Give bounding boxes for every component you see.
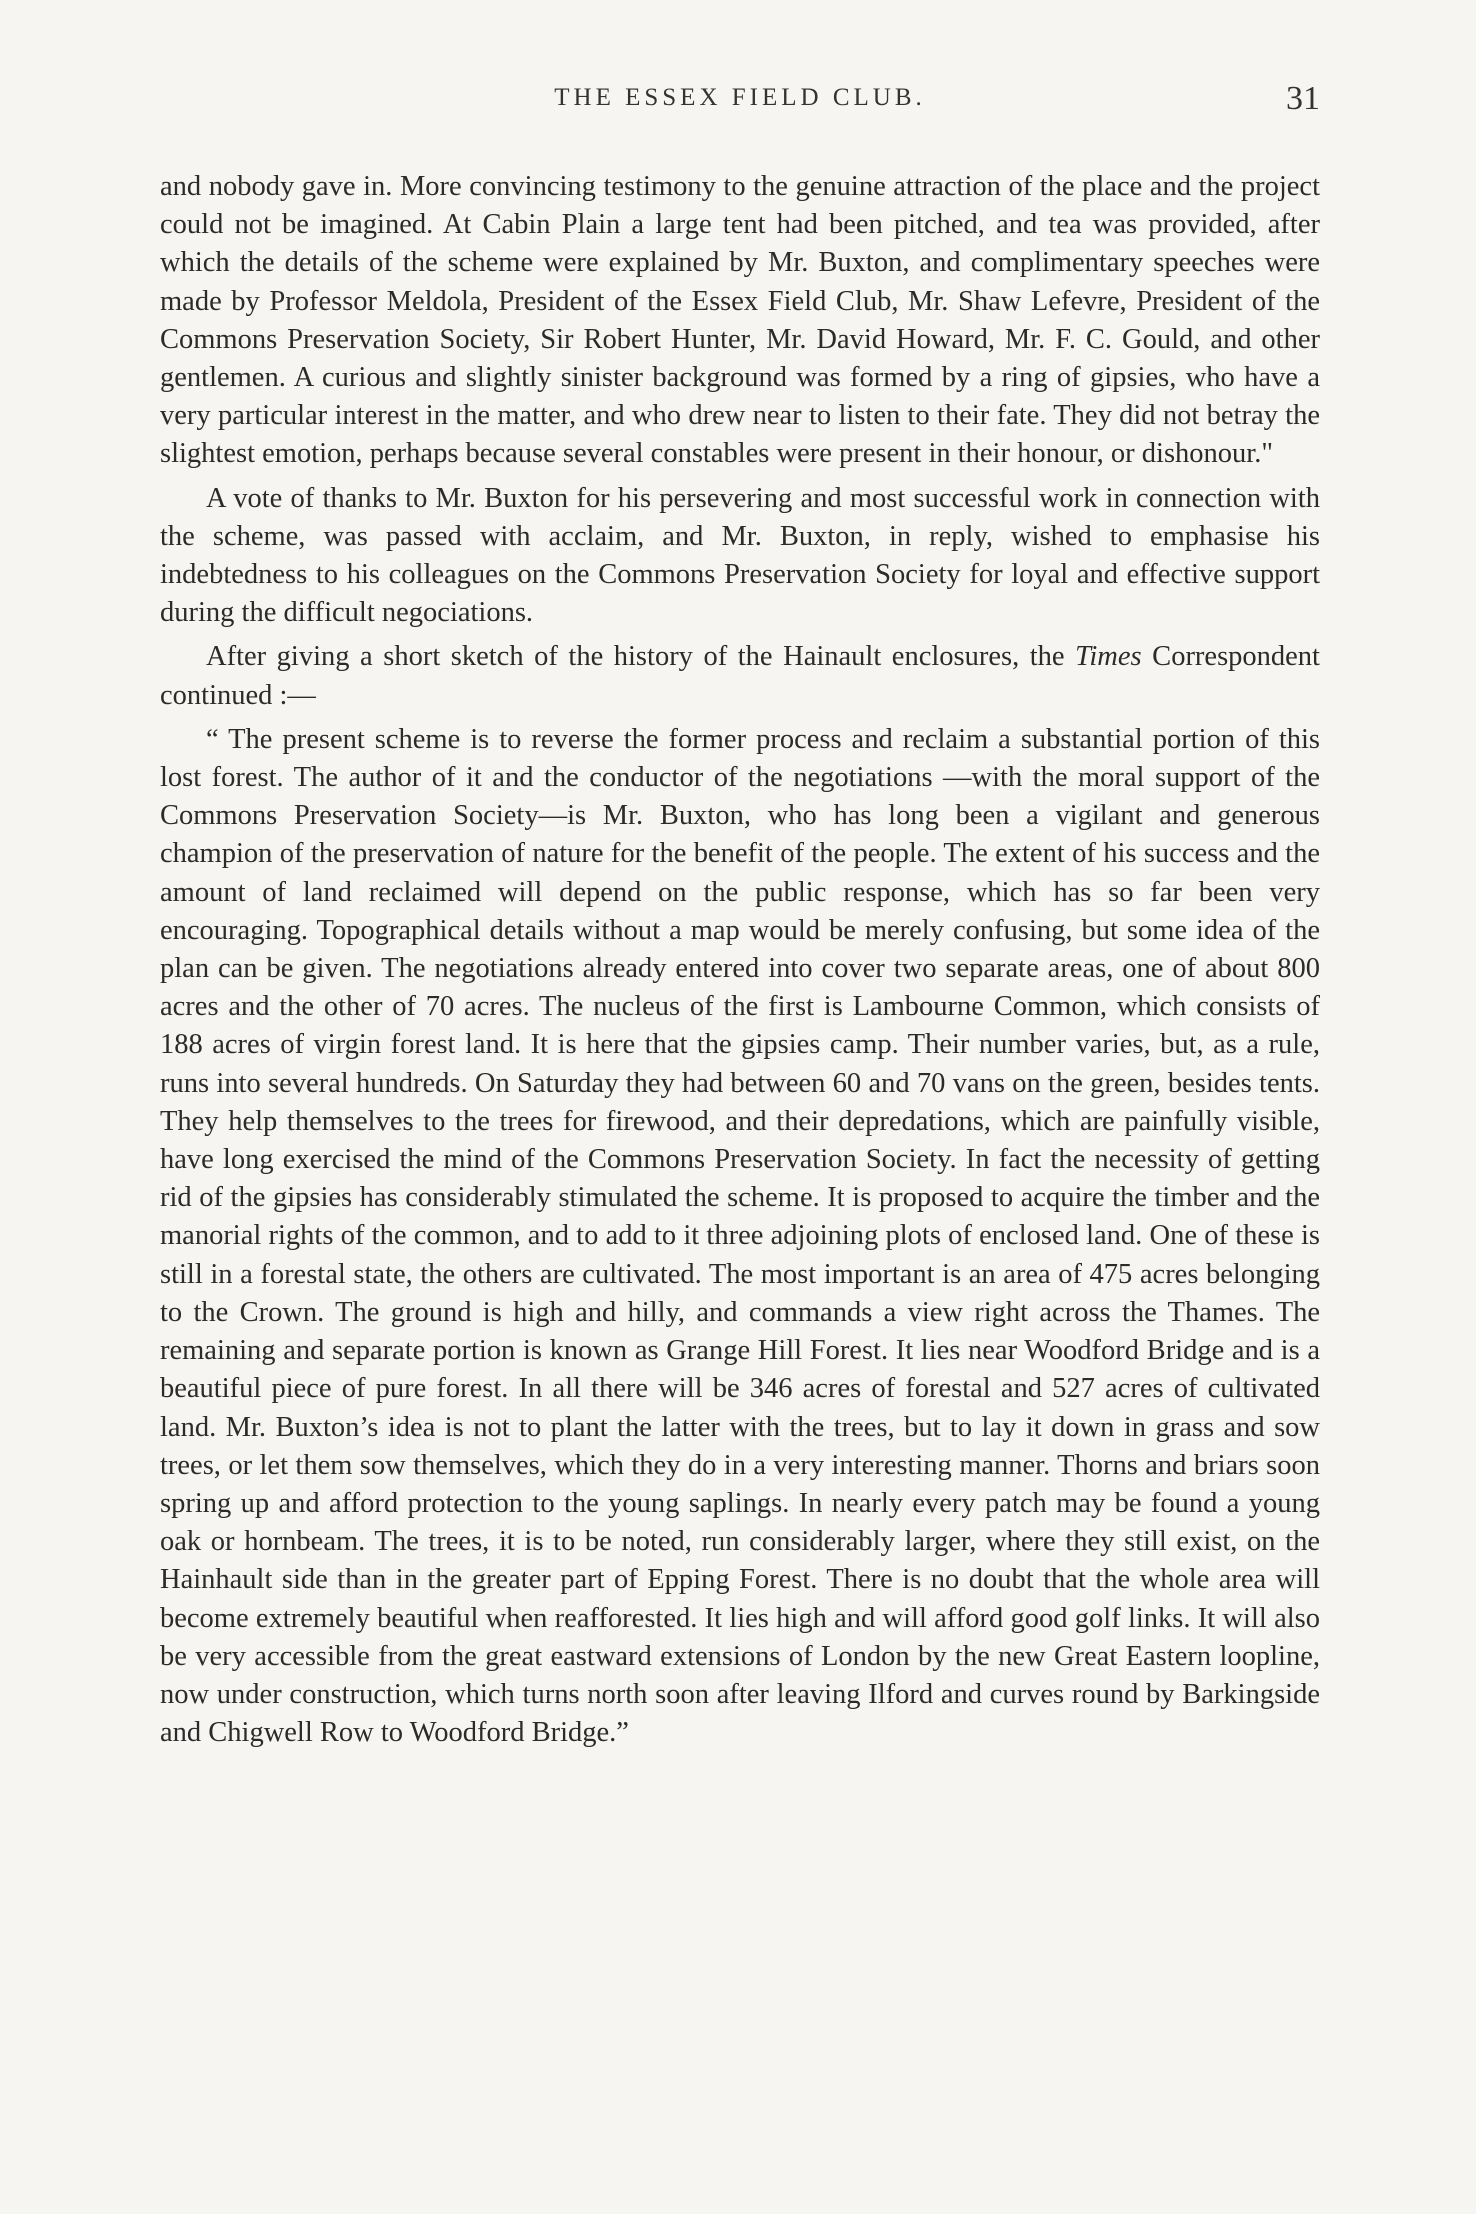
running-head [160, 80, 1320, 124]
body-text [160, 168, 1320, 1758]
times-intro-before: After giving a short sketch of the history of the Hainault enclosures, the [206, 641, 1076, 673]
paragraph-times-intro [160, 638, 1320, 714]
running-title: THE ESSEX FIELD CLUB. [554, 84, 926, 111]
times-title: Times [1075, 641, 1142, 673]
page-number: 31 [1286, 80, 1320, 117]
paragraph-vote-of-thanks: A vote of thanks to Mr. Buxton for his persevering and most successful work in connection with the scheme, was passed with acclaim, and Mr. Buxton, in reply, wished to emphasise his indebtedness to his colleagues on the Commons Preservation Society for loyal and effective support during the difficult negociations. [160, 482, 1320, 629]
paragraph-quotation: “ The present scheme is to reverse the former process and reclaim a substantial portion of this lost forest. The author of it and the conductor of the negotiations —with the moral support of the Commons Preservation Society—is Mr. Buxton, who has long been a vigilant and generous champion of the preservation of nature for the benefit of the people. The extent of his success and the amount of land reclaimed will depend on the public response, which has so far been very encouraging. Topographical details without a map would be merely confusing, but some idea of the plan can be given. The negotiations already entered into cover two separate areas, one of about 800 acres and the other of 70 acres. The nucleus of the first is Lambourne Common, which consists of 188 acres of virgin forest land. It is here that the gipsies camp. Their number varies, but, as a rule, runs into several hundreds. On Saturday they had between 60 and 70 vans on the green, besides tents. They help themselves to the trees for firewood, and their depredations, which are painfully visible, have long exercised the mind of the Commons Preservation Society. In fact the necessity of getting rid of the gipsies has considerably stimulated the scheme. It is proposed to acquire the timber and the manorial rights of the common, and to add to it three adjoining plots of enclosed land. One of these is still in a forestal state, the others are cultivated. The most important is an area of 475 acres belonging to the Crown. The ground is high and hilly, and commands a view right across the Thames. The remaining and separate portion is known as Grange Hill Forest. It lies near Woodford Bridge and is a beautiful piece of pure forest. In all there will be 346 acres of forestal and 527 acres of cultivated land. Mr. Buxton’s idea is not to plant the latter with the trees, but to lay it down in grass and sow trees, or let them sow themselves, which they do in a very interesting manner. Thorns and briars soon spring up and afford protection to the young saplings. In nearly every patch may be found a young oak or hornbeam. The trees, it is to be noted, run considerably larger, where they still exist, on the Hainhault side than in the greater part of Epping Forest. There is no doubt that the whole area will become extremely beautiful when reafforested. It lies high and will afford good golf links. It will also be very accessible from the great eastward extensions of London by the new Great Eastern loopline, now under construction, which turns north soon after leaving Ilford and curves round by Barkingside and Chigwell Row to Woodford Bridge.” [160, 723, 1320, 1749]
paragraph-continued: and nobody gave in. More convincing testimony to the genuine attraction of the place and the project could not be imagined. At Cabin Plain a large tent had been pitched, and tea was provided, after which the details of the scheme were explained by Mr. Buxton, and complimentary speeches were made by Professor Meldola, President of the Essex Field Club, Mr. Shaw Lefevre, President of the Commons Preservation Society, Sir Robert Hunter, Mr. David Howard, Mr. F. C. Gould, and other gentlemen. A curious and slightly sinister background was formed by a ring of gipsies, who have a very particular interest in the matter, and who drew near to listen to their fate. They did not betray the slightest emotion, perhaps because several constables were present in their honour, or dishonour." [160, 171, 1320, 470]
times-intro-after: Correspondent continued :— [160, 641, 1320, 711]
